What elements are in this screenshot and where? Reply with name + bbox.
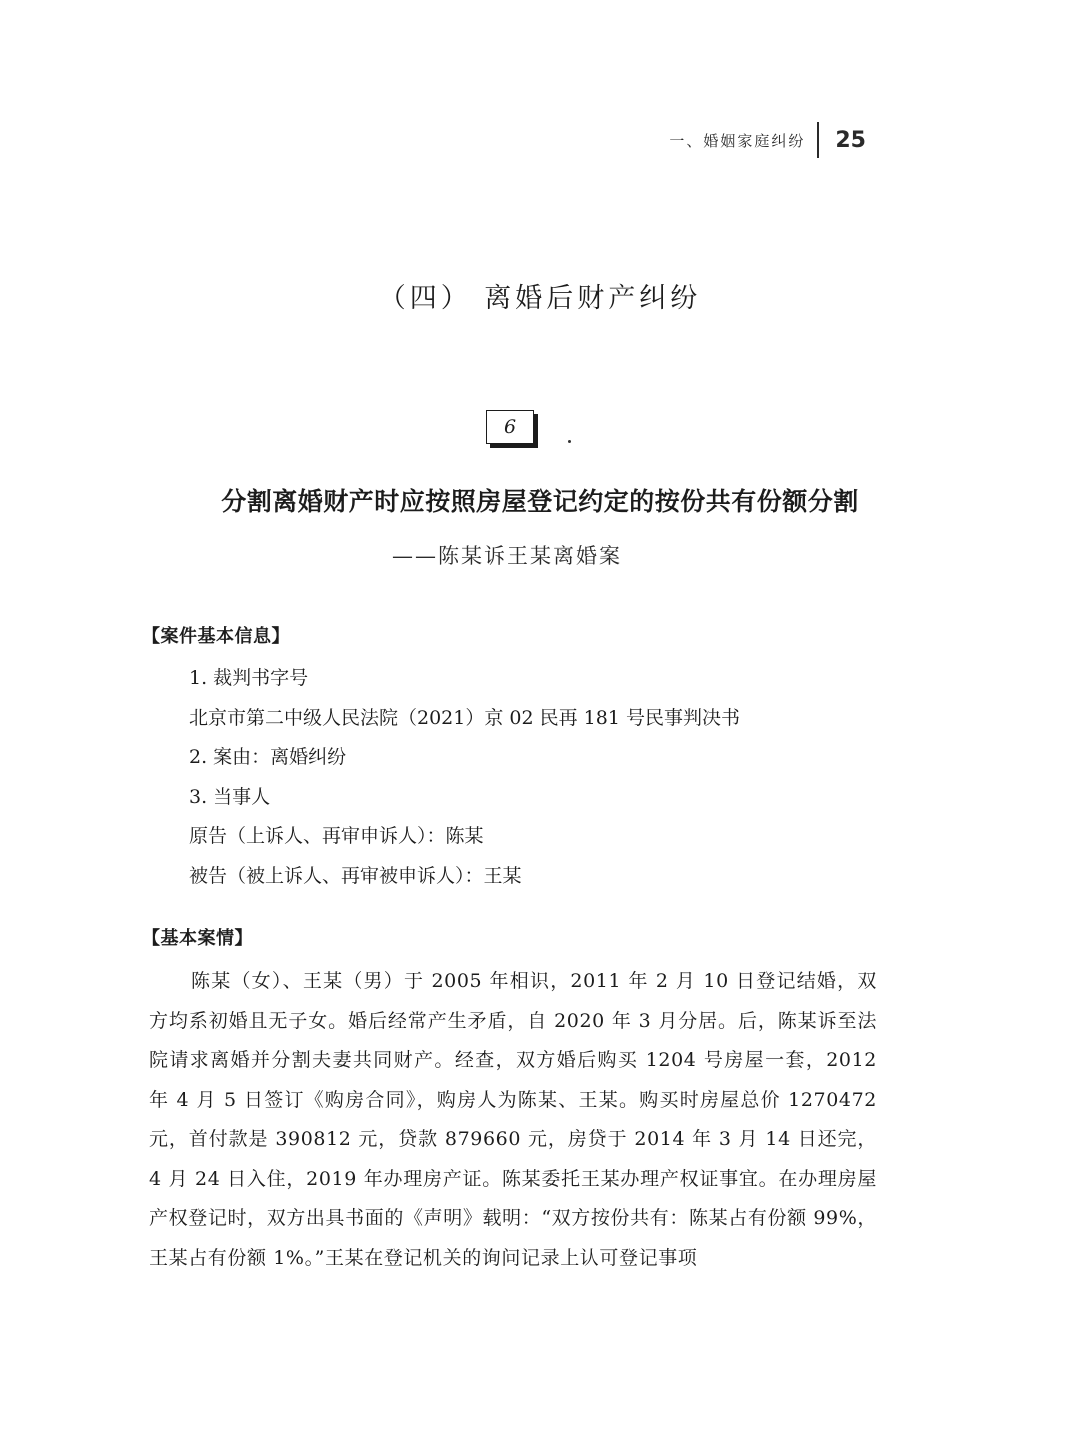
section-title: （四） 离婚后财产纠纷 (378, 283, 702, 314)
print-speck (568, 440, 571, 443)
case-number: 6 (503, 416, 517, 438)
chapter-title: 一、婚姻家庭纠纷 (669, 131, 806, 150)
info-item-judgment-label: 1. 裁判书字号 (189, 667, 309, 689)
facts-paragraph: 陈某（女）、王某（男）于 2005 年相识，2011 年 2 月 10 日登记结婚，双方均系初婚且无子女。婚后经常产生矛盾，自 2020 年 3 月分居。后，陈某诉至法院请求离婚并分割夫妻共同财产。经查，双方婚后购买 1204 号房屋一套，2012 年 4 月 5 日签订《购房合同》，购房人为陈某、王某。购买时房屋总价 1270472 元，首付款是 390812 元，贷款 879660 元，房贷于 2014 年 3 月 14 日还完，4 月 24 日入住，2019 年办理房产证。陈某委托王某办理产权证事宜。在办理房屋产权登记时，双方出具书面的《声明》载明：“双方按份共有：陈某占有份额 99%，王某占有份额 1%。”王某在登记机关的询问记录上认可登记事项 (149, 970, 877, 1269)
running-header (669, 122, 866, 158)
info-item-parties-label: 3. 当事人 (189, 785, 271, 808)
facts-heading: 【基本案情】 (142, 928, 253, 949)
case-subtitle: ——陈某诉王某离婚案 (392, 544, 622, 568)
info-item-defendant: 被告（被上诉人、再审被申诉人）：王某 (189, 864, 522, 887)
basic-info-list (189, 662, 740, 900)
case-title: 分割离婚财产时应按照房屋登记约定的按份共有份额分割 (221, 487, 859, 516)
info-item-plaintiff: 原告（上诉人、再审申诉人）：陈某 (189, 825, 484, 848)
info-item-cause: 2. 案由：离婚纠纷 (189, 746, 347, 769)
basic-info-heading: 【案件基本信息】 (142, 626, 290, 647)
page-number: 25 (835, 127, 866, 153)
case-number-box (486, 410, 534, 444)
info-item-judgment-number: 北京市第二中级人民法院（2021）京 02 民再 181 号民事判决书 (189, 706, 740, 729)
